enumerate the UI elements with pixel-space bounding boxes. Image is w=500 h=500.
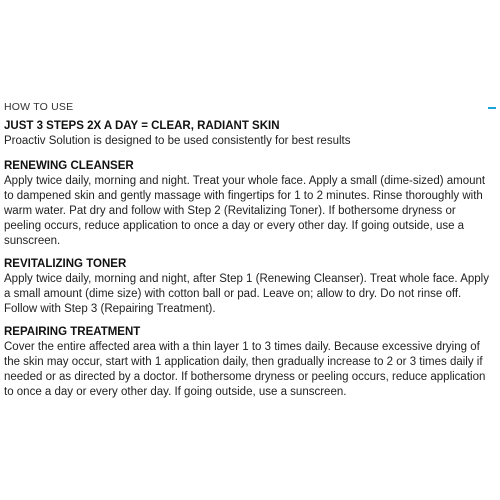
step-text: Apply twice daily, morning and night, after Step 1 (Renewing Cleanser). Treat whole face. Apply a small amount (dime size) with cotton ball or pad. Leave on; allow to dry. Do not rinse off. Follow with Step 3 (Repairing Treatment). xyxy=(4,273,489,315)
intro-subline: Proactiv Solution is designed to be used consistently for best results xyxy=(4,135,351,147)
step-title: REVITALIZING TONER xyxy=(4,258,127,270)
how-to-use-content xyxy=(4,119,494,408)
step-title: RENEWING CLEANSER xyxy=(4,160,134,172)
step-revitalizing-toner xyxy=(4,257,494,317)
how-to-use-header[interactable] xyxy=(0,97,500,119)
step-text: Apply twice daily, morning and night. Treat your whole face. Apply a small (dime-sized) amount to dampened skin and gently massage with fingertips for 1 to 2 minutes. Rinse thoroughly with warm water. Pat dry and follow with Step 2 (Revitalizing Toner). If bothersome dryness or peeling occurs, reduce application to once a day or every other day. If going outside, use a sunscreen. xyxy=(4,175,486,247)
section-title: HOW TO USE xyxy=(4,101,74,113)
intro-headline: JUST 3 STEPS 2X A DAY = CLEAR, RADIANT SKIN xyxy=(4,120,280,132)
step-renewing-cleanser xyxy=(4,159,494,249)
step-repairing-treatment xyxy=(4,325,494,400)
collapse-minus-icon[interactable] xyxy=(488,107,496,109)
step-text: Cover the entire affected area with a thin layer 1 to 3 times daily. Because excessive drying of the skin may occur, start with 1 application daily, then gradually increase to 2 or 3 times daily if needed or as directed by a doctor. If bothersome dryness or peeling occurs, reduce application to once a day or every other day. If going outside, use a sunscreen. xyxy=(4,341,486,398)
step-title: REPAIRING TREATMENT xyxy=(4,326,141,338)
